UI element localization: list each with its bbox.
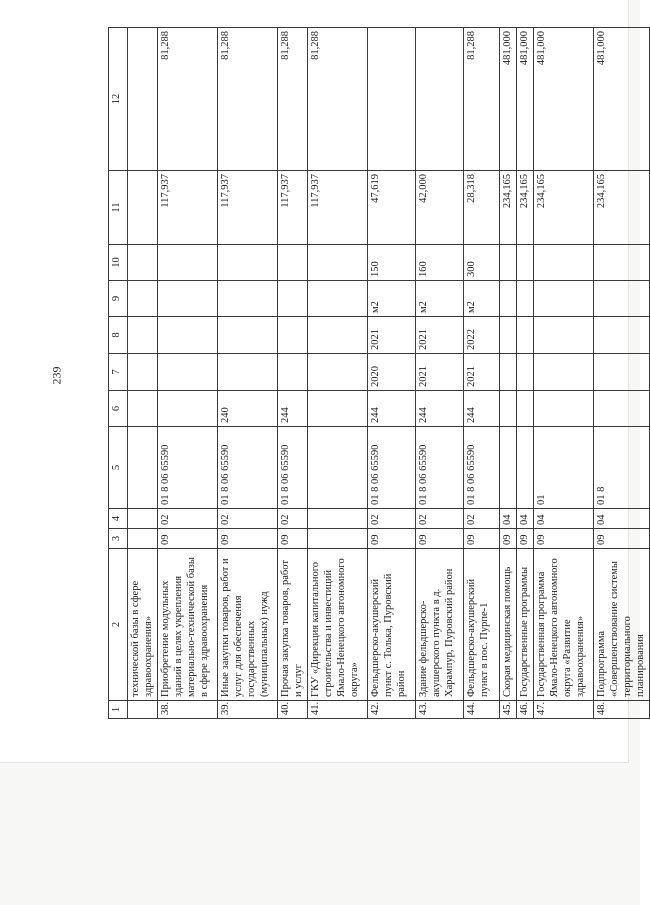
cell-col-7 — [158, 354, 218, 391]
cell-col-6 — [534, 391, 594, 427]
cell-col-1: 47. — [534, 701, 594, 719]
cell-col-6 — [308, 391, 368, 427]
cell-col-3: 09 — [464, 529, 500, 549]
cell-col-1: 38. — [158, 701, 218, 719]
col-number-3: 3 — [109, 529, 128, 549]
cell-col-1: 48. — [594, 701, 650, 719]
table-row — [594, 28, 650, 719]
cell-col-6: 244 — [368, 391, 416, 427]
table-row — [416, 28, 464, 719]
cell-col-10 — [534, 245, 594, 281]
cell-col-6 — [128, 391, 158, 427]
cell-col-11: 42,000 — [416, 171, 464, 245]
cell-col-8: 2022 — [464, 317, 500, 354]
cell-col-9 — [500, 281, 517, 317]
cell-col-12: 81,288 — [158, 28, 218, 171]
cell-col-9: м2 — [416, 281, 464, 317]
cell-col-11 — [128, 171, 158, 245]
cell-col-12: 481,000 — [534, 28, 594, 171]
table-row — [500, 28, 517, 719]
cell-col-2: Прочая закупка товаров, работ и услуг — [278, 549, 308, 701]
cell-col-12 — [368, 28, 416, 171]
cell-col-4: 04 — [534, 509, 594, 529]
cell-col-9 — [278, 281, 308, 317]
col-number-12: 12 — [109, 28, 128, 171]
cell-col-3: 09 — [594, 529, 650, 549]
cell-col-2: Скорая медицинская помощь — [500, 549, 517, 701]
cell-col-7 — [500, 354, 517, 391]
cell-col-5: 01 8 06 65590 — [158, 427, 218, 509]
cell-col-3: 09 — [416, 529, 464, 549]
table-row — [128, 28, 158, 719]
cell-col-3 — [308, 529, 368, 549]
cell-col-7 — [534, 354, 594, 391]
cell-col-9 — [594, 281, 650, 317]
cell-col-6 — [517, 391, 534, 427]
cell-col-3: 09 — [278, 529, 308, 549]
cell-col-9 — [128, 281, 158, 317]
cell-col-6 — [594, 391, 650, 427]
cell-col-7: 2021 — [416, 354, 464, 391]
cell-col-1: 43. — [416, 701, 464, 719]
cell-col-7: 2021 — [464, 354, 500, 391]
budget-table — [108, 27, 650, 719]
cell-col-6 — [500, 391, 517, 427]
cell-col-1: 42. — [368, 701, 416, 719]
column-number-row — [109, 28, 128, 719]
cell-col-5: 01 8 06 65590 — [416, 427, 464, 509]
cell-col-5: 01 8 06 65590 — [278, 427, 308, 509]
col-number-9: 9 — [109, 281, 128, 317]
table-row — [158, 28, 218, 719]
cell-col-2: ГКУ «Дирекция капитального строительства и инвестиций Ямало-Ненецкого автономного округа» — [308, 549, 368, 701]
cell-col-3: 09 — [500, 529, 517, 549]
cell-col-8 — [278, 317, 308, 354]
cell-col-7: 2020 — [368, 354, 416, 391]
cell-col-12: 81,288 — [464, 28, 500, 171]
col-number-5: 5 — [109, 427, 128, 509]
cell-col-9: м2 — [464, 281, 500, 317]
cell-col-4 — [128, 509, 158, 529]
cell-col-10: 150 — [368, 245, 416, 281]
cell-col-7 — [128, 354, 158, 391]
cell-col-9 — [534, 281, 594, 317]
col-number-11: 11 — [109, 171, 128, 245]
cell-col-8 — [218, 317, 278, 354]
cell-col-8 — [500, 317, 517, 354]
table-row — [464, 28, 500, 719]
cell-col-5: 01 8 06 65590 — [464, 427, 500, 509]
cell-col-4 — [308, 509, 368, 529]
cell-col-4: 02 — [368, 509, 416, 529]
cell-col-8 — [594, 317, 650, 354]
cell-col-6: 244 — [464, 391, 500, 427]
cell-col-12: 81,288 — [308, 28, 368, 171]
cell-col-9 — [158, 281, 218, 317]
cell-col-9 — [308, 281, 368, 317]
cell-col-11: 117,937 — [308, 171, 368, 245]
cell-col-7 — [517, 354, 534, 391]
cell-col-2: Государственные программы — [517, 549, 534, 701]
col-number-7: 7 — [109, 354, 128, 391]
cell-col-3 — [128, 529, 158, 549]
cell-col-6: 244 — [278, 391, 308, 427]
cell-col-3: 09 — [517, 529, 534, 549]
cell-col-3: 09 — [534, 529, 594, 549]
cell-col-10: 160 — [416, 245, 464, 281]
page-number: 239 — [49, 366, 64, 385]
cell-col-6: 244 — [416, 391, 464, 427]
cell-col-2: Здание фельдшерско-акушерского пункта в д. Харампур, Пуровский район — [416, 549, 464, 701]
table-row — [368, 28, 416, 719]
cell-col-1 — [128, 701, 158, 719]
cell-col-1: 40. — [278, 701, 308, 719]
cell-col-6 — [158, 391, 218, 427]
cell-col-11: 117,937 — [158, 171, 218, 245]
cell-col-4: 02 — [464, 509, 500, 529]
cell-col-5 — [308, 427, 368, 509]
cell-col-1: 45. — [500, 701, 517, 719]
col-number-1: 1 — [109, 701, 128, 719]
cell-col-7 — [594, 354, 650, 391]
cell-col-1: 41. — [308, 701, 368, 719]
cell-col-2: Приобретение модульных зданий в целях укрепления материально-технической базы в сфере здравоохранения — [158, 549, 218, 701]
cell-col-4: 02 — [278, 509, 308, 529]
cell-col-3: 09 — [218, 529, 278, 549]
cell-col-12: 81,288 — [218, 28, 278, 171]
cell-col-12 — [128, 28, 158, 171]
cell-col-8: 2021 — [416, 317, 464, 354]
cell-col-12: 81,288 — [278, 28, 308, 171]
cell-col-11: 234,165 — [500, 171, 517, 245]
table-row — [308, 28, 368, 719]
cell-col-2: Фельдшерско-акушерский пункт в пос. Пурпе-1 — [464, 549, 500, 701]
cell-col-12: 481,000 — [594, 28, 650, 171]
cell-col-8: 2021 — [368, 317, 416, 354]
cell-col-11: 234,165 — [594, 171, 650, 245]
cell-col-8 — [534, 317, 594, 354]
cell-col-2: Иные закупки товаров, работ и услуг для обеспечения государственных (муниципальных) нужд — [218, 549, 278, 701]
col-number-8: 8 — [109, 317, 128, 354]
cell-col-5: 01 8 06 65590 — [368, 427, 416, 509]
cell-col-11: 117,937 — [218, 171, 278, 245]
cell-col-4: 02 — [158, 509, 218, 529]
cell-col-6: 240 — [218, 391, 278, 427]
cell-col-10 — [278, 245, 308, 281]
cell-col-9 — [517, 281, 534, 317]
cell-col-5: 01 8 — [594, 427, 650, 509]
cell-col-2: Государственная программа Ямало-Ненецкого автономного округа «Развитие здравоохранения» — [534, 549, 594, 701]
cell-col-10 — [500, 245, 517, 281]
cell-col-12 — [416, 28, 464, 171]
cell-col-8 — [128, 317, 158, 354]
cell-col-5 — [128, 427, 158, 509]
cell-col-10 — [308, 245, 368, 281]
col-number-10: 10 — [109, 245, 128, 281]
cell-col-1: 44. — [464, 701, 500, 719]
cell-col-2: технической базы в сфере здравоохранения» — [128, 549, 158, 701]
cell-col-11: 234,165 — [517, 171, 534, 245]
table-row — [534, 28, 594, 719]
cell-col-11: 234,165 — [534, 171, 594, 245]
cell-col-7 — [218, 354, 278, 391]
cell-col-11: 47,619 — [368, 171, 416, 245]
cell-col-11: 117,937 — [278, 171, 308, 245]
cell-col-4: 02 — [416, 509, 464, 529]
cell-col-7 — [308, 354, 368, 391]
col-number-4: 4 — [109, 509, 128, 529]
table-row — [218, 28, 278, 719]
cell-col-5: 01 8 06 65590 — [218, 427, 278, 509]
cell-col-10: 300 — [464, 245, 500, 281]
cell-col-8 — [308, 317, 368, 354]
cell-col-3: 09 — [158, 529, 218, 549]
cell-col-10 — [218, 245, 278, 281]
cell-col-10 — [158, 245, 218, 281]
cell-col-12: 481,000 — [500, 28, 517, 171]
table-row — [517, 28, 534, 719]
cell-col-10 — [594, 245, 650, 281]
cell-col-8 — [158, 317, 218, 354]
cell-col-5: 01 — [534, 427, 594, 509]
cell-col-1: 46. — [517, 701, 534, 719]
col-number-6: 6 — [109, 391, 128, 427]
cell-col-4: 02 — [218, 509, 278, 529]
cell-col-9: м2 — [368, 281, 416, 317]
cell-col-4: 04 — [500, 509, 517, 529]
cell-col-2: Фельдшерско-акушерский пункт с. Толька, Пуровский район — [368, 549, 416, 701]
cell-col-5 — [500, 427, 517, 509]
cell-col-4: 04 — [594, 509, 650, 529]
cell-col-9 — [218, 281, 278, 317]
cell-col-10 — [128, 245, 158, 281]
cell-col-3: 09 — [368, 529, 416, 549]
table-row — [278, 28, 308, 719]
rotated-table-container — [108, 28, 647, 719]
cell-col-10 — [517, 245, 534, 281]
cell-col-12: 481,000 — [517, 28, 534, 171]
cell-col-4: 04 — [517, 509, 534, 529]
col-number-2: 2 — [109, 549, 128, 701]
cell-col-2: Подпрограмма «Совершенствование системы территориального планирования — [594, 549, 650, 701]
table-body — [109, 28, 650, 719]
cell-col-1: 39. — [218, 701, 278, 719]
cell-col-7 — [278, 354, 308, 391]
cell-col-8 — [517, 317, 534, 354]
cell-col-5 — [517, 427, 534, 509]
cell-col-11: 28,318 — [464, 171, 500, 245]
